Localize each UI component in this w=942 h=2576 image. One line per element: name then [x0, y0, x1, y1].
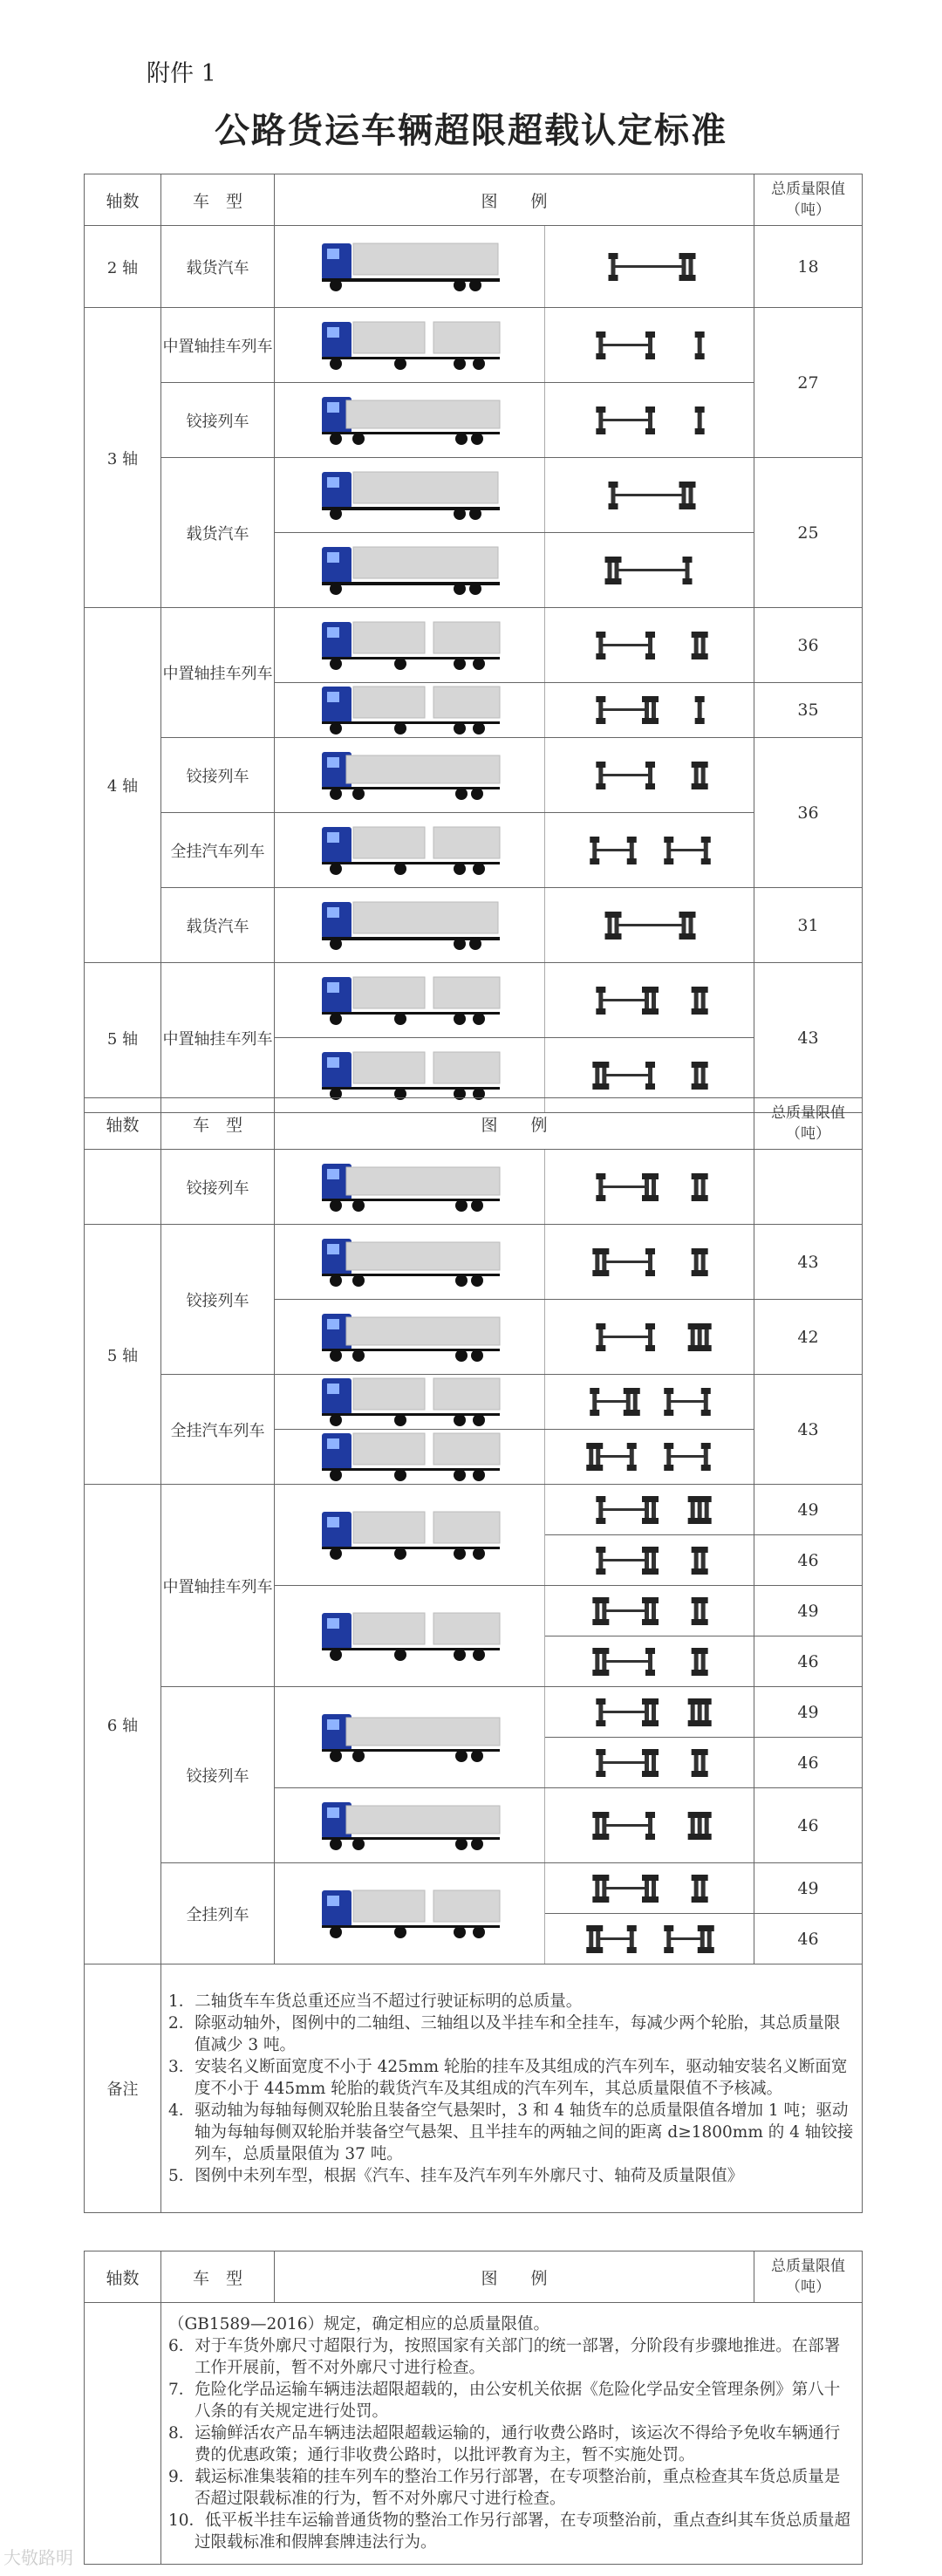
type-cell: 载货汽车 [161, 226, 275, 308]
table-header-row [85, 2251, 863, 2303]
notes-label-empty [85, 2303, 161, 2565]
axles-cell: 6 轴 [85, 1485, 161, 1964]
table-row [85, 1485, 863, 1535]
truck-illustration [275, 458, 545, 533]
table-row [85, 738, 863, 813]
axle-diagram [545, 1375, 754, 1430]
limit-cell [754, 1150, 863, 1225]
type-cell: 全挂汽车列车 [161, 813, 275, 888]
col-illustration: 图 例 [275, 2251, 754, 2303]
col-limit: 总质量限值（吨） [754, 1098, 863, 1150]
axles-cell: 5 轴 [85, 1225, 161, 1485]
table-row [85, 308, 863, 383]
limit-cell: 36 [754, 738, 863, 888]
col-type: 车 型 [161, 2251, 275, 2303]
limit-cell: 49 [754, 1485, 863, 1535]
table-row [85, 1375, 863, 1430]
note-item: 10．低平板半挂车运输普通货物的整治工作另行部署，在专项整治前，重点查纠其车货总质量超过限载标准和假牌套牌违法行为。 [168, 2511, 851, 2552]
type-cell: 铰接列车 [161, 738, 275, 813]
table-row [85, 813, 863, 888]
col-type: 车 型 [161, 1098, 275, 1150]
note-item: 2．除驱动轴外，图例中的二轴组、三轴组以及半挂车和全挂车，每减少两个轮胎，其总质量限值减少 3 吨。 [168, 2013, 841, 2054]
limit-cell: 49 [754, 1863, 863, 1914]
axle-diagram [545, 1636, 754, 1687]
limit-cell: 49 [754, 1687, 863, 1738]
table-header-row [85, 174, 863, 226]
col-illustration: 图 例 [275, 1098, 754, 1150]
table-row [85, 963, 863, 1038]
type-cell: 全挂汽车列车 [161, 1375, 275, 1485]
col-axles: 轴数 [85, 174, 161, 226]
truck-illustration [275, 308, 545, 383]
table-row [85, 1863, 863, 1914]
table-row [85, 888, 863, 963]
type-cell: 中置轴挂车列车 [161, 963, 275, 1113]
type-cell: 中置轴挂车列车 [161, 1485, 275, 1687]
standards-table-2 [84, 1097, 863, 2213]
axle-diagram [545, 1914, 754, 1964]
truck-illustration [275, 1788, 545, 1863]
axle-diagram [545, 1738, 754, 1788]
truck-illustration [275, 1586, 545, 1687]
table-header-row [85, 1098, 863, 1150]
axle-diagram [545, 1225, 754, 1300]
page-title: 公路货运车辆超限超载认定标准 [215, 110, 727, 151]
type-cell: 全挂列车 [161, 1863, 275, 1964]
note-item: （GB1589—2016）规定，确定相应的总质量限值。 [168, 2315, 550, 2333]
truck-illustration [275, 683, 545, 738]
limit-cell: 46 [754, 1535, 863, 1586]
table-row [85, 1150, 863, 1225]
type-cell: 中置轴挂车列车 [161, 608, 275, 738]
axle-diagram [545, 738, 754, 813]
note-item: 7．危险化学品运输车辆违法超限超载的，由公安机关依据《危险化学品安全管理条例》第八十八条的有关规定进行处罚。 [168, 2381, 841, 2421]
truck-illustration [275, 813, 545, 888]
notes-label: 备注 [85, 1964, 161, 2213]
type-cell: 铰接列车 [161, 1150, 275, 1225]
axle-diagram [545, 1150, 754, 1225]
limit-cell: 43 [754, 1375, 863, 1485]
note-item: 6．对于车货外廓尺寸超限行为，按照国家有关部门的统一部署，分阶段有步骤地推进。在部署工作开展前，暂不对外廓尺寸进行检查。 [168, 2337, 841, 2377]
table-row [85, 608, 863, 683]
table-row [85, 458, 863, 533]
axle-diagram [545, 458, 754, 533]
table-row [85, 1225, 863, 1300]
axles-cell: 3 轴 [85, 308, 161, 608]
limit-cell: 46 [754, 1738, 863, 1788]
truck-illustration [275, 226, 545, 308]
table-row [85, 383, 863, 458]
axle-diagram [545, 683, 754, 738]
attachment-label: 附件 1 [147, 60, 216, 87]
truck-illustration [275, 1863, 545, 1964]
limit-cell: 36 [754, 608, 863, 683]
truck-illustration [275, 888, 545, 963]
truck-illustration [275, 1225, 545, 1300]
type-cell: 中置轴挂车列车 [161, 308, 275, 383]
col-axles: 轴数 [85, 2251, 161, 2303]
limit-cell: 31 [754, 888, 863, 963]
col-limit: 总质量限值（吨） [754, 2251, 863, 2303]
axle-diagram [545, 1535, 754, 1586]
axles-cell: 2 轴 [85, 226, 161, 308]
limit-cell: 43 [754, 963, 863, 1113]
limit-cell: 18 [754, 226, 863, 308]
truck-illustration [275, 1150, 545, 1225]
col-limit: 总质量限值（吨） [754, 174, 863, 226]
limit-cell: 42 [754, 1300, 863, 1375]
axle-diagram [545, 1687, 754, 1738]
type-cell: 铰接列车 [161, 1225, 275, 1375]
axle-diagram [545, 1586, 754, 1636]
truck-illustration [275, 533, 545, 608]
truck-illustration [275, 963, 545, 1038]
limit-cell: 25 [754, 458, 863, 608]
axle-diagram [545, 888, 754, 963]
type-cell: 载货汽车 [161, 888, 275, 963]
axles-cell: 5 轴 [85, 963, 161, 1113]
truck-illustration [275, 608, 545, 683]
truck-illustration [275, 1430, 545, 1485]
axle-diagram [545, 383, 754, 458]
note-item: 3．安装名义断面宽度不小于 425mm 轮胎的挂车及其组成的汽车列车，驱动轴安装名义断面宽度不小于 445mm 轮胎的载货汽车及其组成的汽车列车，其总质量限值不予核减。 [168, 2057, 848, 2098]
axle-diagram [545, 1485, 754, 1535]
axles-cell [85, 1150, 161, 1225]
watermark: 大敬路明 [3, 2547, 73, 2568]
notes-cell [161, 2303, 863, 2565]
axle-diagram [545, 1300, 754, 1375]
truck-illustration [275, 1485, 545, 1586]
axle-diagram [545, 1863, 754, 1914]
limit-cell: 46 [754, 1914, 863, 1964]
axle-diagram [545, 1430, 754, 1485]
axle-diagram [545, 1788, 754, 1863]
type-cell: 铰接列车 [161, 383, 275, 458]
truck-illustration [275, 1375, 545, 1430]
notes-row [85, 1964, 863, 2213]
truck-illustration [275, 383, 545, 458]
type-cell: 载货汽车 [161, 458, 275, 608]
truck-illustration [275, 738, 545, 813]
limit-cell: 43 [754, 1225, 863, 1300]
col-illustration: 图 例 [275, 174, 754, 226]
limit-cell: 49 [754, 1586, 863, 1636]
axles-cell: 4 轴 [85, 608, 161, 963]
table-row [85, 226, 863, 308]
col-axles: 轴数 [85, 1098, 161, 1150]
note-item: 4．驱动轴为每轴每侧双轮胎且装备空气悬架时，3 和 4 轴货车的总质量限值各增加 1 吨；驱动轴为每轴每侧双轮胎并装备空气悬架、且半挂车的两轴之间的距离 d≥1800mm 的 4 轴铰接列车，总质量限值为 37 吨。 [168, 2101, 854, 2163]
axle-diagram [545, 813, 754, 888]
limit-cell: 46 [754, 1636, 863, 1687]
limit-cell: 27 [754, 308, 863, 458]
note-item: 9．载运标准集装箱的挂车列车的整治工作另行部署，在专项整治前，重点检查其车货总质量是否超过限载标准的行为，暂不对外廓尺寸进行检查。 [168, 2468, 841, 2508]
notes-row [85, 2303, 863, 2565]
axle-diagram [545, 608, 754, 683]
type-cell: 铰接列车 [161, 1687, 275, 1863]
limit-cell: 35 [754, 683, 863, 738]
limit-cell: 46 [754, 1788, 863, 1863]
note-item: 8．运输鲜活农产品车辆违法超限超载运输的，通行收费公路时，该运次不得给予免收车辆通行费的优惠政策；通行非收费公路时，以批评教育为主，暂不实施处罚。 [168, 2424, 841, 2464]
note-item: 1．二轴货车车货总重还应当不超过行驶证标明的总质量。 [168, 1992, 583, 2011]
standards-table-3 [84, 2251, 863, 2565]
col-type: 车 型 [161, 174, 275, 226]
truck-illustration [275, 1300, 545, 1375]
axle-diagram [545, 308, 754, 383]
standards-table-1 [84, 174, 863, 1113]
table-row [85, 1687, 863, 1738]
axle-diagram [545, 226, 754, 308]
axle-diagram [545, 963, 754, 1038]
notes-cell [161, 1964, 863, 2213]
note-item: 5．图例中未列车型，根据《汽车、挂车及汽车列车外廓尺寸、轴荷及质量限值》 [168, 2166, 744, 2185]
truck-illustration [275, 1687, 545, 1788]
axle-diagram [545, 533, 754, 608]
